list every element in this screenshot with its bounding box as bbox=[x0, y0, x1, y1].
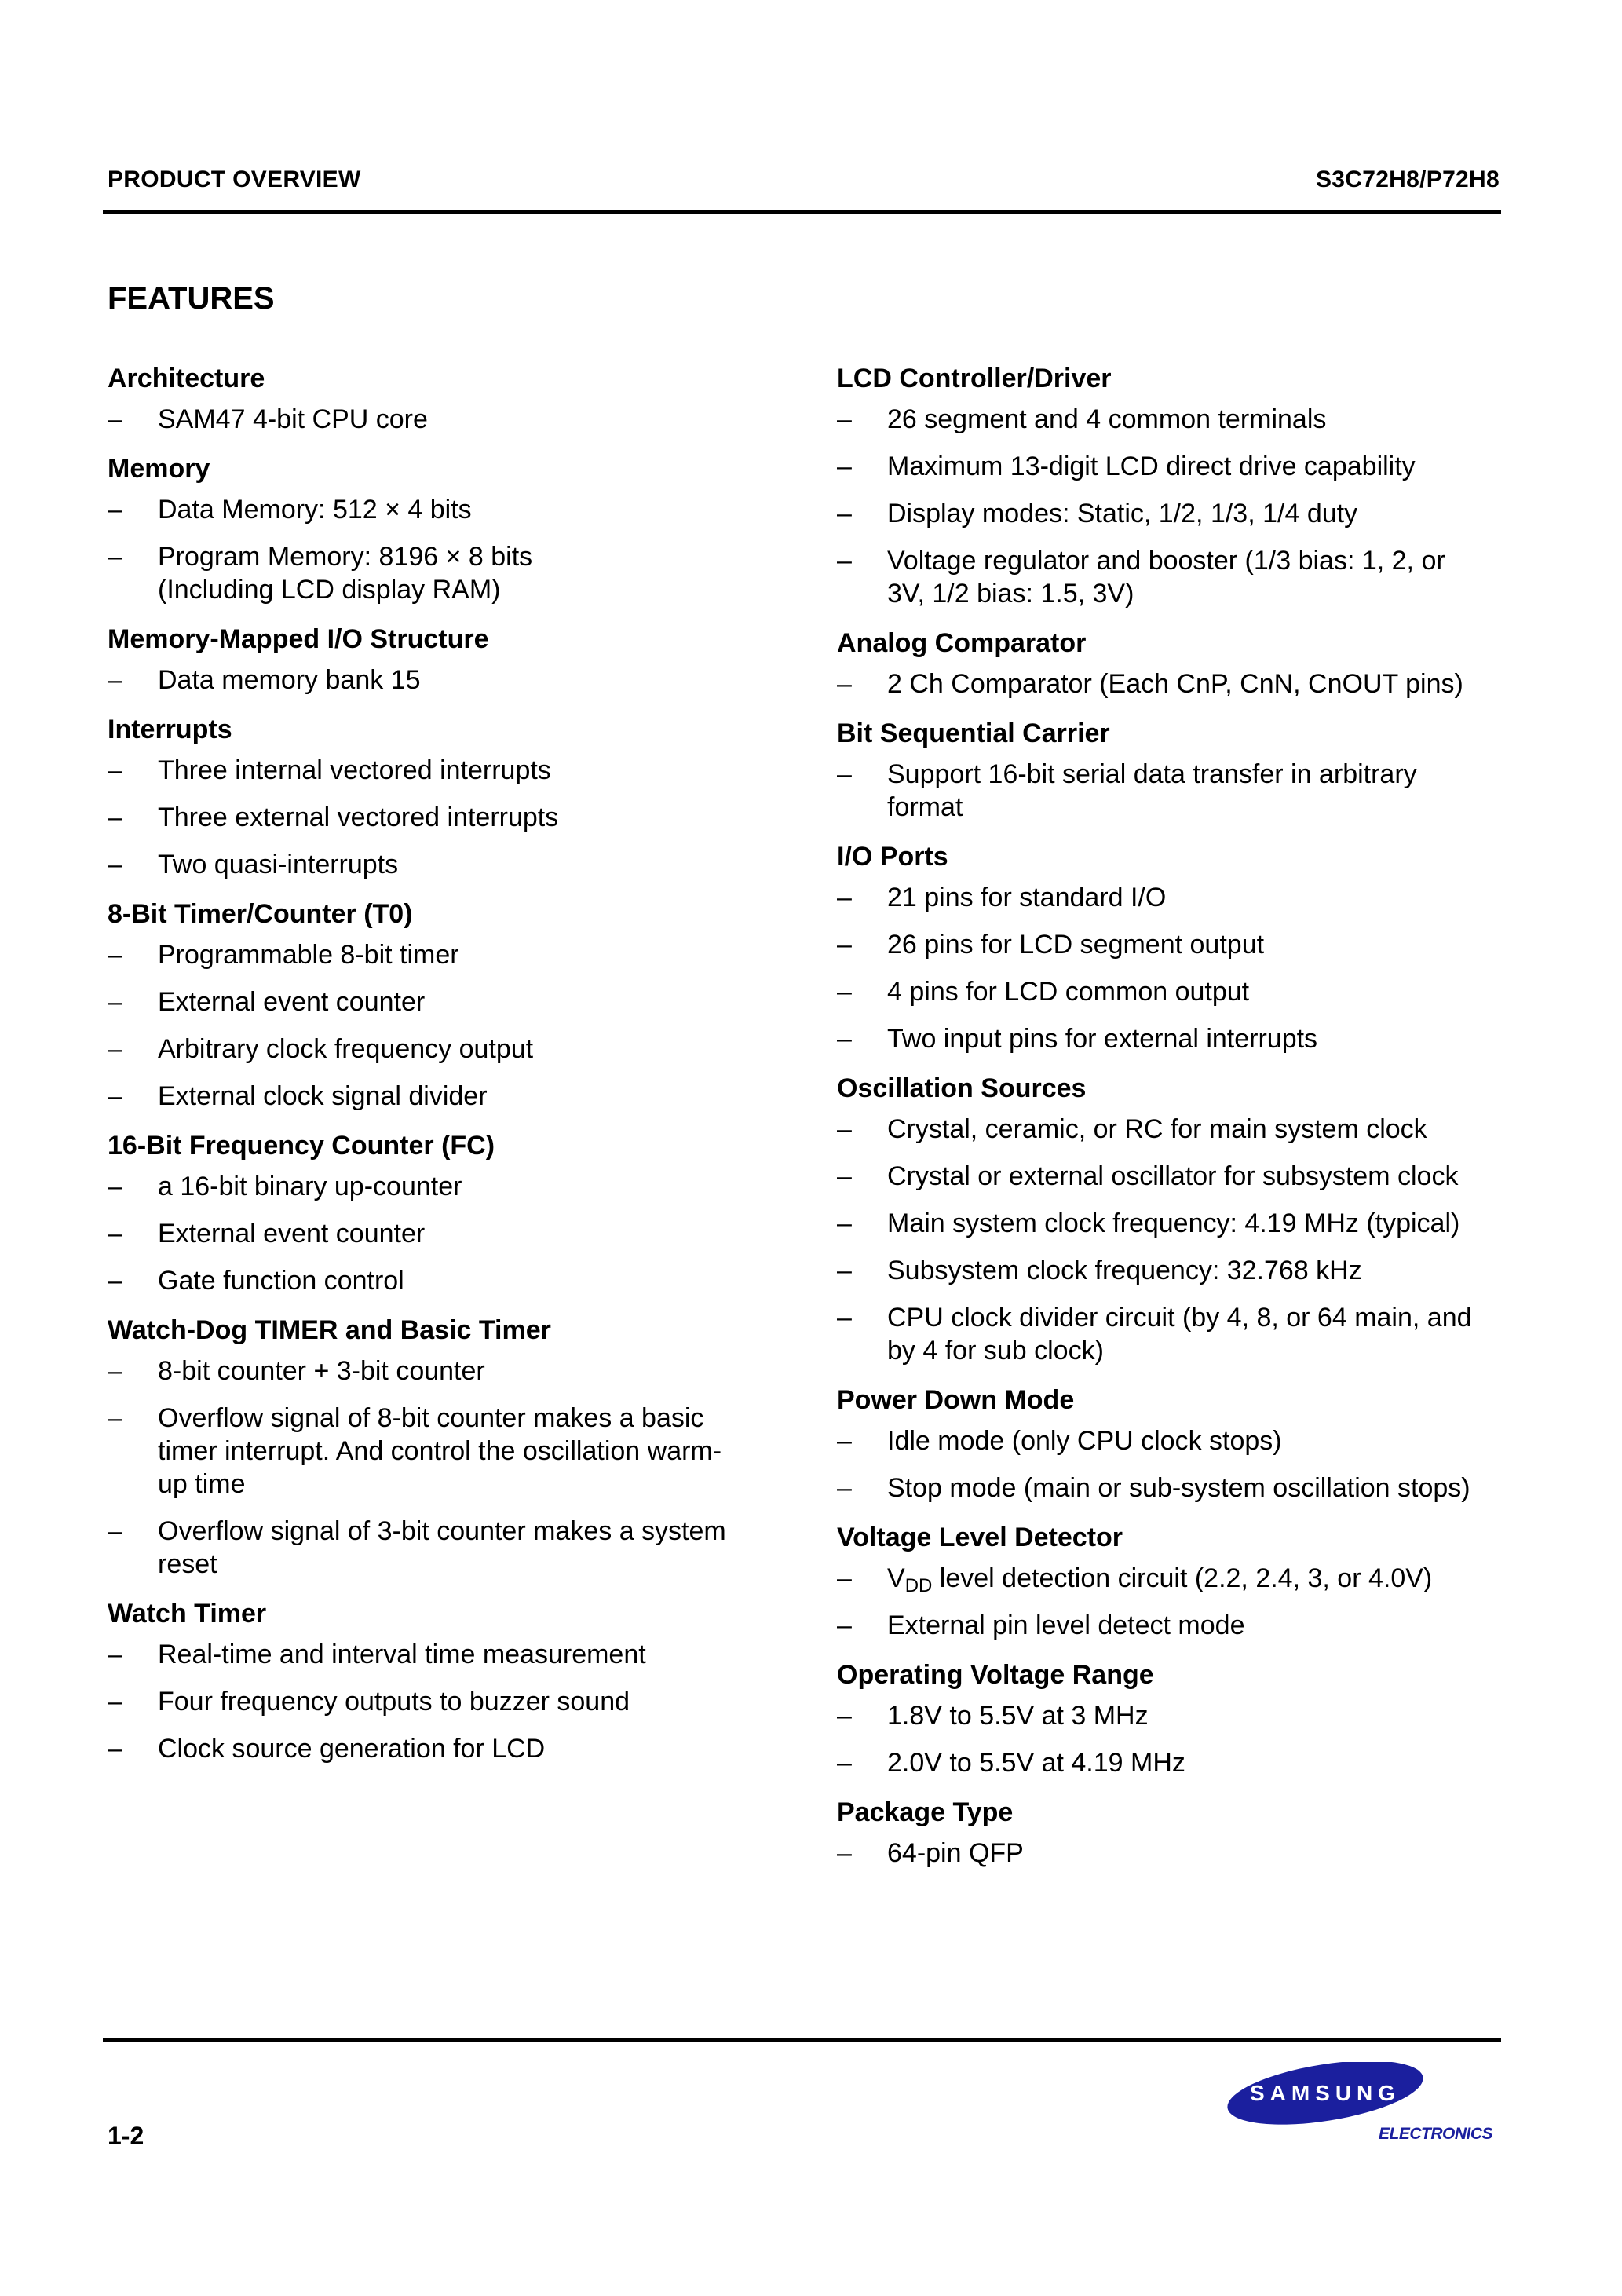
bullet-dash: – bbox=[837, 883, 852, 912]
bullet-dash: – bbox=[837, 1473, 852, 1503]
feature-text: External pin level detect mode bbox=[887, 1610, 1245, 1640]
feature-item bbox=[108, 664, 767, 696]
feature-text: CPU clock divider circuit (by 4, 8, or 64 main, and bbox=[887, 1303, 1472, 1333]
feature-text: 8-bit counter + 3-bit counter bbox=[158, 1356, 485, 1386]
feature-text-continued: reset bbox=[158, 1549, 217, 1579]
feature-item bbox=[108, 1515, 767, 1581]
feature-item bbox=[837, 497, 1512, 530]
feature-item bbox=[837, 1160, 1512, 1193]
feature-item bbox=[837, 975, 1512, 1008]
feature-text: External event counter bbox=[158, 1219, 426, 1249]
section-title: Bit Sequential Carrier bbox=[837, 718, 1110, 748]
bullet-dash: – bbox=[108, 404, 122, 434]
feature-item bbox=[837, 1472, 1512, 1504]
bullet-dash: – bbox=[108, 665, 122, 695]
feature-item bbox=[837, 1699, 1512, 1732]
feature-text: Display modes: Static, 1/2, 1/3, 1/4 duty bbox=[887, 499, 1358, 528]
section-title: Watch-Dog TIMER and Basic Timer bbox=[108, 1315, 551, 1345]
feature-text: Support 16-bit serial data transfer in arbitrary bbox=[887, 759, 1417, 789]
feature-text-continued: by 4 for sub clock) bbox=[887, 1336, 1104, 1366]
bullet-dash: – bbox=[837, 1024, 852, 1054]
feature-item bbox=[837, 928, 1512, 961]
section-io-ports bbox=[837, 838, 1512, 1055]
bullet-dash: – bbox=[108, 987, 122, 1017]
feature-item bbox=[108, 1264, 767, 1297]
samsung-wordmark: SAMSUNG bbox=[1249, 2081, 1401, 2105]
feature-text: Four frequency outputs to buzzer sound bbox=[158, 1687, 630, 1717]
feature-text: Two input pins for external interrupts bbox=[887, 1024, 1318, 1054]
feature-item bbox=[108, 1638, 767, 1671]
electronics-label: ELECTRONICS bbox=[1379, 2125, 1493, 2143]
feature-item bbox=[837, 667, 1512, 700]
feature-item bbox=[837, 1609, 1512, 1642]
bullet-dash: – bbox=[837, 1161, 852, 1191]
bullet-dash: – bbox=[108, 1219, 122, 1249]
section-power-down-mode bbox=[837, 1381, 1512, 1504]
feature-item bbox=[108, 848, 767, 881]
section-lcd-controller-driver bbox=[837, 360, 1512, 610]
feature-text: SAM47 4-bit CPU core bbox=[158, 404, 428, 434]
feature-text: Arbitrary clock frequency output bbox=[158, 1034, 534, 1064]
feature-text: 4 pins for LCD common output bbox=[887, 977, 1250, 1007]
bullet-dash: – bbox=[837, 499, 852, 528]
bullet-dash: – bbox=[108, 1356, 122, 1386]
section-title: Package Type bbox=[837, 1797, 1014, 1827]
feature-item bbox=[837, 1562, 1512, 1595]
section-title: Analog Comparator bbox=[837, 628, 1087, 658]
feature-text: Stop mode (main or sub-system oscillation stops) bbox=[887, 1473, 1470, 1503]
feature-item bbox=[837, 1207, 1512, 1240]
feature-text-continued: (Including LCD display RAM) bbox=[158, 575, 501, 605]
section-title: Power Down Mode bbox=[837, 1385, 1075, 1415]
feature-item bbox=[837, 1113, 1512, 1146]
bullet-dash: – bbox=[108, 1640, 122, 1669]
feature-item bbox=[837, 758, 1512, 824]
section-memory bbox=[108, 450, 767, 606]
feature-item bbox=[837, 450, 1512, 483]
section-8bit-timer-counter bbox=[108, 895, 767, 1113]
section-title: Memory-Mapped I/O Structure bbox=[108, 624, 489, 654]
bullet-dash: – bbox=[108, 1516, 122, 1546]
feature-text-continued: format bbox=[887, 792, 963, 822]
feature-text: Subsystem clock frequency: 32.768 kHz bbox=[887, 1256, 1362, 1285]
feature-text: 2 Ch Comparator (Each CnP, CnN, CnOUT pins) bbox=[887, 669, 1463, 699]
feature-item bbox=[108, 403, 767, 436]
feature-item bbox=[108, 754, 767, 787]
bullet-dash: – bbox=[837, 546, 852, 576]
feature-item bbox=[108, 1732, 767, 1765]
section-package-type bbox=[837, 1793, 1512, 1870]
bullet-dash: – bbox=[837, 1114, 852, 1144]
bullet-dash: – bbox=[108, 1734, 122, 1764]
feature-text: Data Memory: 512 × 4 bits bbox=[158, 495, 472, 525]
bullet-dash: – bbox=[108, 1687, 122, 1717]
section-watch-timer bbox=[108, 1595, 767, 1765]
feature-item bbox=[108, 1355, 767, 1387]
bullet-dash: – bbox=[837, 1256, 852, 1285]
section-title: Operating Voltage Range bbox=[837, 1660, 1154, 1690]
page-number: 1-2 bbox=[108, 2122, 144, 2150]
section-title: Voltage Level Detector bbox=[837, 1523, 1123, 1552]
feature-text: Two quasi-interrupts bbox=[158, 850, 399, 879]
feature-text: a 16-bit binary up-counter bbox=[158, 1172, 462, 1201]
vdd-symbol: V bbox=[887, 1563, 905, 1593]
feature-text: Three external vectored interrupts bbox=[158, 803, 559, 832]
bullet-dash: – bbox=[837, 930, 852, 960]
feature-text: Maximum 13-digit LCD direct drive capability bbox=[887, 452, 1416, 481]
bullet-dash: – bbox=[108, 1034, 122, 1064]
bullet-dash: – bbox=[837, 1563, 852, 1593]
feature-text: Clock source generation for LCD bbox=[158, 1734, 546, 1764]
bullet-dash: – bbox=[837, 1426, 852, 1456]
feature-text: Real-time and interval time measurement bbox=[158, 1640, 646, 1669]
feature-text: Crystal, ceramic, or RC for main system clock bbox=[887, 1114, 1427, 1144]
feature-text: External event counter bbox=[158, 987, 426, 1017]
bullet-dash: – bbox=[837, 977, 852, 1007]
bullet-dash: – bbox=[108, 755, 122, 785]
feature-text: 2.0V to 5.5V at 4.19 MHz bbox=[887, 1748, 1185, 1778]
features-right-column bbox=[837, 360, 1512, 1884]
feature-text: 21 pins for standard I/O bbox=[887, 883, 1167, 912]
section-architecture bbox=[108, 360, 767, 436]
section-title: Memory bbox=[108, 454, 210, 484]
feature-text: Main system clock frequency: 4.19 MHz (typical) bbox=[887, 1208, 1460, 1238]
feature-text: 26 pins for LCD segment output bbox=[887, 930, 1265, 960]
bullet-dash: – bbox=[837, 669, 852, 699]
section-title: 16-Bit Frequency Counter (FC) bbox=[108, 1131, 495, 1161]
feature-text: 64-pin QFP bbox=[887, 1838, 1024, 1868]
bullet-dash: – bbox=[837, 1208, 852, 1238]
feature-item bbox=[108, 1080, 767, 1113]
bullet-dash: – bbox=[108, 495, 122, 525]
section-voltage-level-detector bbox=[837, 1519, 1512, 1642]
feature-text: Programmable 8-bit timer bbox=[158, 940, 459, 970]
vdd-subscript: DD bbox=[904, 1575, 933, 1596]
feature-item bbox=[837, 1746, 1512, 1779]
feature-item bbox=[108, 1170, 767, 1203]
feature-text: Crystal or external oscillator for subsystem clock bbox=[887, 1161, 1459, 1191]
feature-text: Data memory bank 15 bbox=[158, 665, 421, 695]
section-title: I/O Ports bbox=[837, 842, 948, 872]
bullet-dash: – bbox=[108, 1403, 122, 1433]
section-oscillation-sources bbox=[837, 1069, 1512, 1367]
feature-item bbox=[837, 1837, 1512, 1870]
footer-rule bbox=[103, 2038, 1501, 2042]
section-title: Architecture bbox=[108, 364, 265, 393]
features-left-column bbox=[108, 360, 767, 1779]
feature-text-continued: 3V, 1/2 bias: 1.5, 3V) bbox=[887, 579, 1134, 609]
bullet-dash: – bbox=[837, 1748, 852, 1778]
section-title: LCD Controller/Driver bbox=[837, 364, 1112, 393]
section-16bit-frequency-counter bbox=[108, 1127, 767, 1297]
feature-text-continued: timer interrupt. And control the oscillation warm- bbox=[158, 1436, 722, 1466]
feature-item bbox=[837, 1254, 1512, 1287]
feature-item bbox=[108, 493, 767, 526]
section-bit-sequential-carrier bbox=[837, 715, 1512, 824]
section-title: Oscillation Sources bbox=[837, 1073, 1087, 1103]
feature-item bbox=[108, 985, 767, 1018]
header-part-number: S3C72H8/P72H8 bbox=[1315, 166, 1500, 192]
feature-item bbox=[837, 881, 1512, 914]
section-title: Interrupts bbox=[108, 715, 232, 744]
bullet-dash: – bbox=[837, 452, 852, 481]
feature-text: Idle mode (only CPU clock stops) bbox=[887, 1426, 1282, 1456]
bullet-dash: – bbox=[108, 803, 122, 832]
bullet-dash: – bbox=[108, 1081, 122, 1111]
feature-text-continued: level detection circuit (2.2, 2.4, 3, or 4.0V) bbox=[932, 1563, 1433, 1593]
feature-text: Voltage regulator and booster (1/3 bias: 1, 2, or bbox=[887, 546, 1445, 576]
feature-item bbox=[837, 1424, 1512, 1457]
bullet-dash: – bbox=[108, 1266, 122, 1296]
feature-text-continued: up time bbox=[158, 1469, 246, 1499]
section-watchdog-basic-timer bbox=[108, 1311, 767, 1581]
bullet-dash: – bbox=[108, 850, 122, 879]
bullet-dash: – bbox=[837, 759, 852, 789]
feature-item bbox=[108, 1685, 767, 1718]
header-section-label: PRODUCT OVERVIEW bbox=[108, 166, 361, 192]
section-title: 8-Bit Timer/Counter (T0) bbox=[108, 899, 413, 929]
feature-text: Three internal vectored interrupts bbox=[158, 755, 551, 785]
feature-item bbox=[108, 1217, 767, 1250]
header-rule bbox=[103, 210, 1501, 214]
feature-text: Gate function control bbox=[158, 1266, 404, 1296]
feature-text: External clock signal divider bbox=[158, 1081, 488, 1111]
bullet-dash: – bbox=[837, 1303, 852, 1333]
section-title: Watch Timer bbox=[108, 1599, 267, 1629]
bullet-dash: – bbox=[837, 404, 852, 434]
bullet-dash: – bbox=[837, 1838, 852, 1868]
section-operating-voltage-range bbox=[837, 1656, 1512, 1779]
feature-text: 26 segment and 4 common terminals bbox=[887, 404, 1327, 434]
feature-item bbox=[837, 1022, 1512, 1055]
feature-item bbox=[837, 544, 1512, 610]
feature-item bbox=[108, 540, 767, 606]
section-analog-comparator bbox=[837, 624, 1512, 700]
page-title: FEATURES bbox=[108, 281, 275, 316]
feature-item bbox=[108, 938, 767, 971]
feature-item bbox=[837, 1301, 1512, 1367]
section-memory-mapped-io bbox=[108, 620, 767, 696]
feature-text: Overflow signal of 8-bit counter makes a basic bbox=[158, 1403, 704, 1433]
bullet-dash: – bbox=[108, 940, 122, 970]
bullet-dash: – bbox=[837, 1701, 852, 1731]
bullet-dash: – bbox=[108, 1172, 122, 1201]
bullet-dash: – bbox=[108, 542, 122, 572]
feature-item bbox=[108, 801, 767, 834]
feature-item bbox=[108, 1402, 767, 1501]
feature-text: Overflow signal of 3-bit counter makes a system bbox=[158, 1516, 726, 1546]
section-interrupts bbox=[108, 711, 767, 881]
feature-text: Program Memory: 8196 × 8 bits bbox=[158, 542, 533, 572]
feature-text bbox=[887, 1563, 1433, 1596]
samsung-logo bbox=[1225, 2062, 1507, 2148]
feature-item bbox=[837, 403, 1512, 436]
bullet-dash: – bbox=[837, 1610, 852, 1640]
feature-text: 1.8V to 5.5V at 3 MHz bbox=[887, 1701, 1149, 1731]
feature-item bbox=[108, 1033, 767, 1066]
